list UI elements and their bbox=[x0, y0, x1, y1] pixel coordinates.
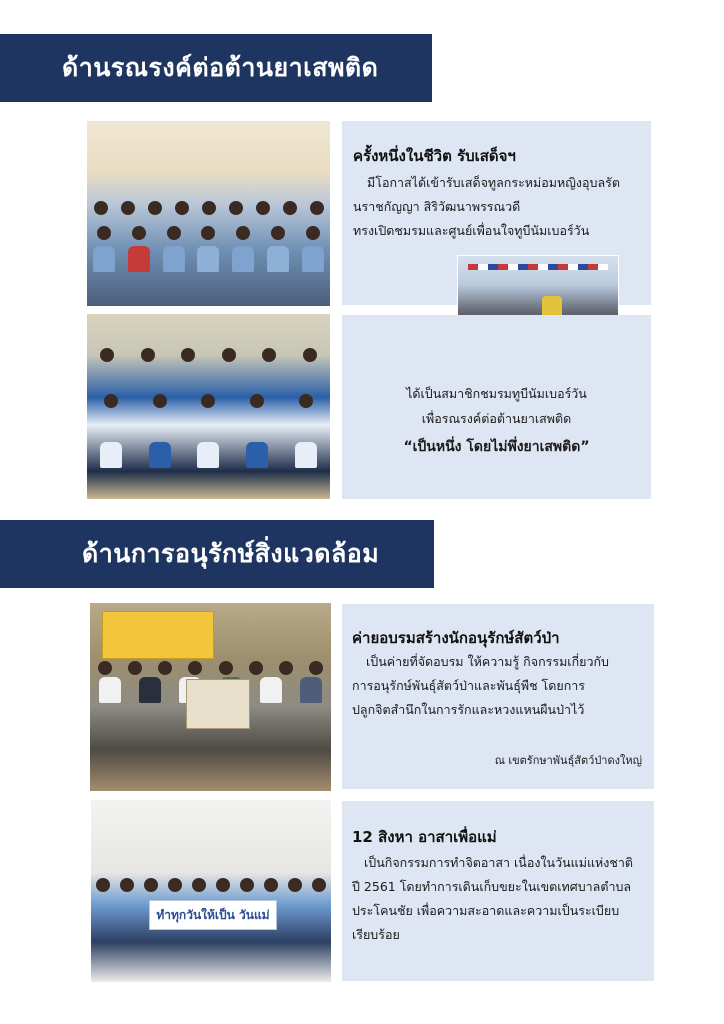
mothers-day-sign: ทำทุกวันให้เป็น วันแม่ bbox=[149, 900, 277, 930]
card-title: 12 สิงหา อาสาเพื่อแม่ bbox=[352, 828, 497, 846]
card-text: เป็นกิจกรรมการทำจิตอาสา เนื่องในวันแม่แห่งชาติ ปี 2561 โดยทำการเดินเก็บขยะในเขตเทศบาลตำบล ประโคนชัย เพื่อความสะอาดและความเป็นระเบียบ เรียบร้อย bbox=[352, 855, 633, 942]
photo-students-group bbox=[87, 121, 330, 306]
card-wildlife-camp bbox=[342, 604, 654, 789]
section-heading-anti-drug bbox=[0, 34, 432, 102]
card-club-membership bbox=[342, 315, 651, 499]
card-text: ได้เป็นสมาชิกชมรมทูบีนัมเบอร์วัน เพื่อรณรงค์ต่อต้านยาเสพติด “เป็นหนึ่ง โดยไม่พึ่งยาเสพติด” bbox=[403, 386, 590, 455]
card-title: ค่ายอบรมสร้างนักอนุรักษ์สัตว์ป่า bbox=[352, 629, 560, 647]
section-heading-text: ด้านรณรงค์ต่อต้านยาเสพติด bbox=[62, 53, 379, 82]
card-text: มีโอกาสได้เข้ารับเสด็จทูลกระหม่อมหญิงอุบลรัต นราชกัญญา สิริวัฒนาพรรณวดี ทรงเปิดชมรมและศูนย์เพื่อนใจทูบีนัมเบอร์วัน bbox=[353, 175, 620, 238]
section-heading-text: ด้านการอนุรักษ์สิ่งแวดล้อม bbox=[82, 539, 380, 568]
camp-banner bbox=[102, 611, 214, 659]
poster-board bbox=[186, 679, 250, 729]
card-location: ณ เขตรักษาพันธุ์สัตว์ป่าดงใหญ่ bbox=[494, 754, 642, 767]
section-heading-environment bbox=[0, 520, 434, 588]
card-mothers-day bbox=[342, 801, 654, 981]
photo-mothers-day-volunteers bbox=[91, 800, 331, 982]
card-text: เป็นค่ายที่จัดอบรม ให้ความรู้ กิจกรรมเกี่ยวกับ การอนุรักษ์พันธุ์สัตว์ป่าและพันธุ์พืช โดยการ ปลูกจิตสำนึกในการรักและหวงแหนผืนป่าไว้ bbox=[352, 654, 609, 717]
photo-club-members bbox=[87, 314, 330, 499]
photo-wildlife-camp bbox=[90, 603, 331, 791]
card-title: ครั้งหนึ่งในชีวิต รับเสด็จฯ bbox=[353, 147, 516, 165]
